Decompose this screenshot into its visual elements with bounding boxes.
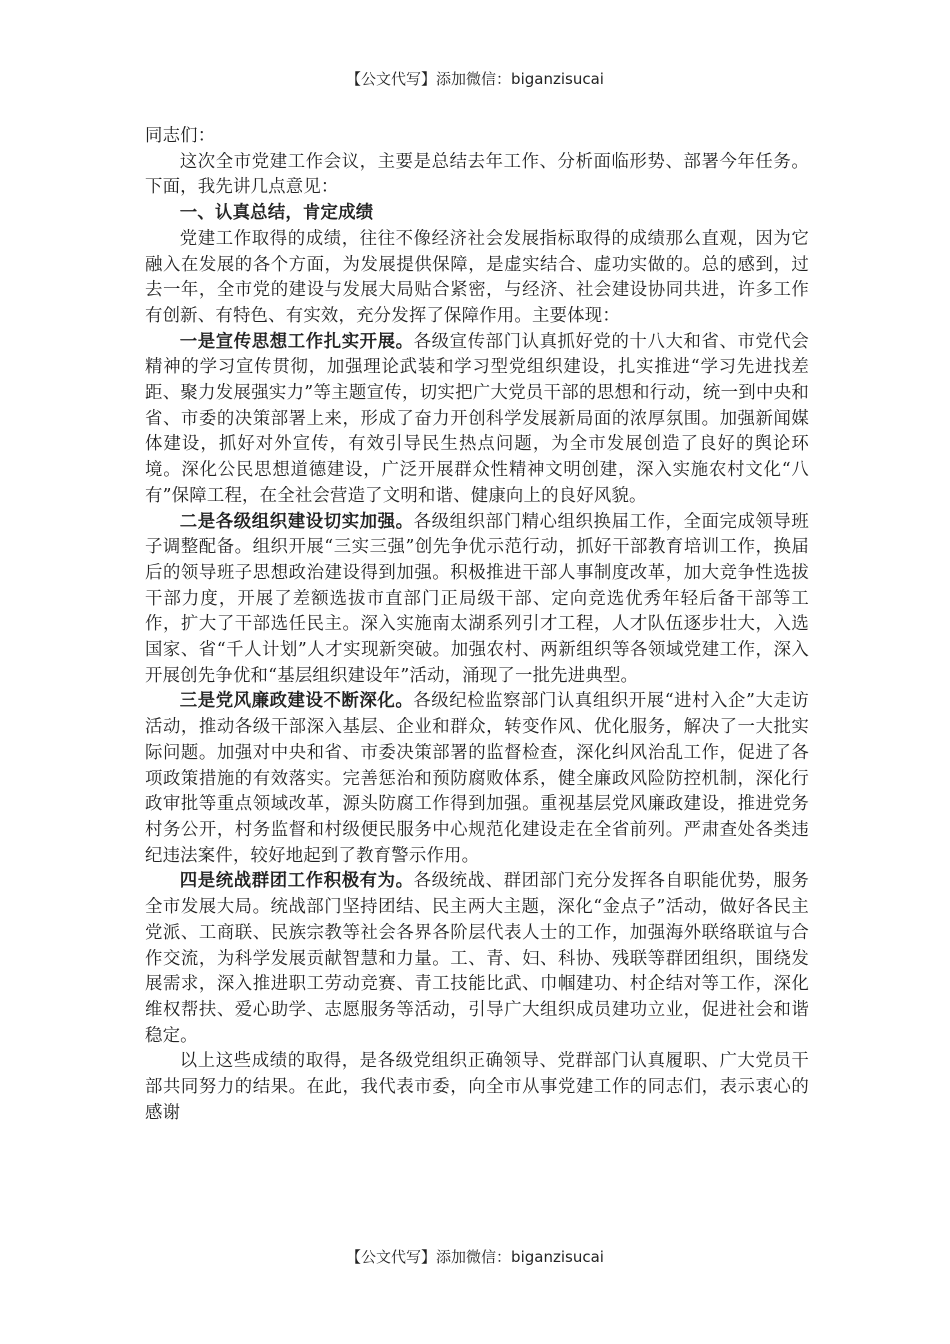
point-lead-4: 四是统战群团工作积极有为。 <box>179 871 414 892</box>
intro-paragraph: 这次全市党建工作会议，主要是总结去年工作、分析面临形势、部署今年任务。下面，我先讲几点意见： <box>145 151 809 198</box>
salutation: 同志们： <box>145 126 216 146</box>
page-footer: 【公文代写】添加微信：biganzisucai <box>346 1248 604 1266</box>
document-body <box>145 124 809 1126</box>
point-lead-1: 一是宣传思想工作扎实开展。 <box>179 331 414 352</box>
point-paragraph-4 <box>145 869 809 1049</box>
page-header: 【公文代写】添加微信：biganzisucai <box>346 70 604 88</box>
point-lead-3: 三是党风廉政建设不断深化。 <box>179 691 414 712</box>
point-body-3: 各级纪检监察部门认真组织开展“进村入企”大走访活动，推动各级干部深入基层、企业和群众，转变作风、优化服务，解决了一大批实际问题。加强对中央和省、市委决策部署的监督检查，深化纠风治乱工作，促进了各项政策措施的有效落实。完善惩治和预防腐败体系，健全廉政风险防控机制，深化行政审批等重点领域改革，源头防腐工作得到加强。重视基层党风廉政建设，推进党务村务公开，村务监督和村级便民服务中心规范化建设走在全省前列。严肃查处各类违纪违法案件，较好地起到了教育警示作用。 <box>145 691 809 866</box>
closing-paragraph: 以上这些成绩的取得，是各级党组织正确领导、党群部门认真履职、广大党员干部共同努力的结果。在此，我代表市委，向全市从事党建工作的同志们，表示衷心的感谢 <box>145 1051 809 1123</box>
point-paragraph-1 <box>145 330 809 510</box>
section-heading-1: 一、认真总结，肯定成绩 <box>179 203 374 224</box>
point-paragraph-2 <box>145 510 809 690</box>
point-body-1: 各级宣传部门认真抓好党的十八大和省、市党代会精神的学习宣传贯彻，加强理论武装和学习型党组织建设，扎实推进“学习先进找差距、聚力发展强实力”等主题宣传，切实把广大党员干部的思想和行动，统一到中央和省、市委的决策部署上来，形成了奋力开创科学发展新局面的浓厚氛围。加强新闻媒体建设，抓好对外宣传，有效引导民生热点问题，为全市发展创造了良好的舆论环境。深化公民思想道德建设，广泛开展群众性精神文明创建，深入实施农村文化“八有”保障工程，在全社会营造了文明和谐、健康向上的良好风貌。 <box>145 331 810 506</box>
point-lead-2: 二是各级组织建设切实加强。 <box>179 511 414 532</box>
point-body-4: 各级统战、群团部门充分发挥各自职能优势，服务全市发展大局。统战部门坚持团结、民主两大主题，深化“金点子”活动，做好各民主党派、工商联、民族宗教等社会各界各阶层代表人士的工作，加强海外联络联谊与合作交流，为科学发展贡献智慧和力量。工、青、妇、科协、残联等群团组织，围绕发展需求，深入推进职工劳动竞赛、青工技能比武、巾帼建功、村企结对等工作，深化维权帮扶、爱心助学、志愿服务等活动，引导广大组织成员建功立业，促进社会和谐稳定。 <box>145 871 810 1046</box>
point-paragraph-3 <box>145 689 809 869</box>
section-paragraph-1: 党建工作取得的成绩，往往不像经济社会发展指标取得的成绩那么直观，因为它融入在发展的各个方面，为发展提供保障，是虚实结合、虚功实做的。总的感到，过去一年，全市党的建设与发展大局贴合紧密，与经济、社会建设协同共进，许多工作有创新、有特色、有实效，充分发挥了保障作用。主要体现： <box>145 228 809 326</box>
point-body-2: 各级组织部门精心组织换届工作，全面完成领导班子调整配备。组织开展“三实三强”创先争优示范行动，抓好干部教育培训工作，换届后的领导班子思想政治建设得到加强。积极推进干部人事制度改革，加大竞争性选拔干部力度，开展了差额选拔市直部门正局级干部、定向竞选优秀年轻后备干部等工作，扩大了干部选任民主。深入实施南太湖系列引才工程，人才队伍逐步壮大，入选国家、省“千人计划”人才实现新突破。加强农村、两新组织等各领域党建工作，深入开展创先争优和“基层组织建设年”活动，涌现了一批先进典型。 <box>145 511 810 686</box>
